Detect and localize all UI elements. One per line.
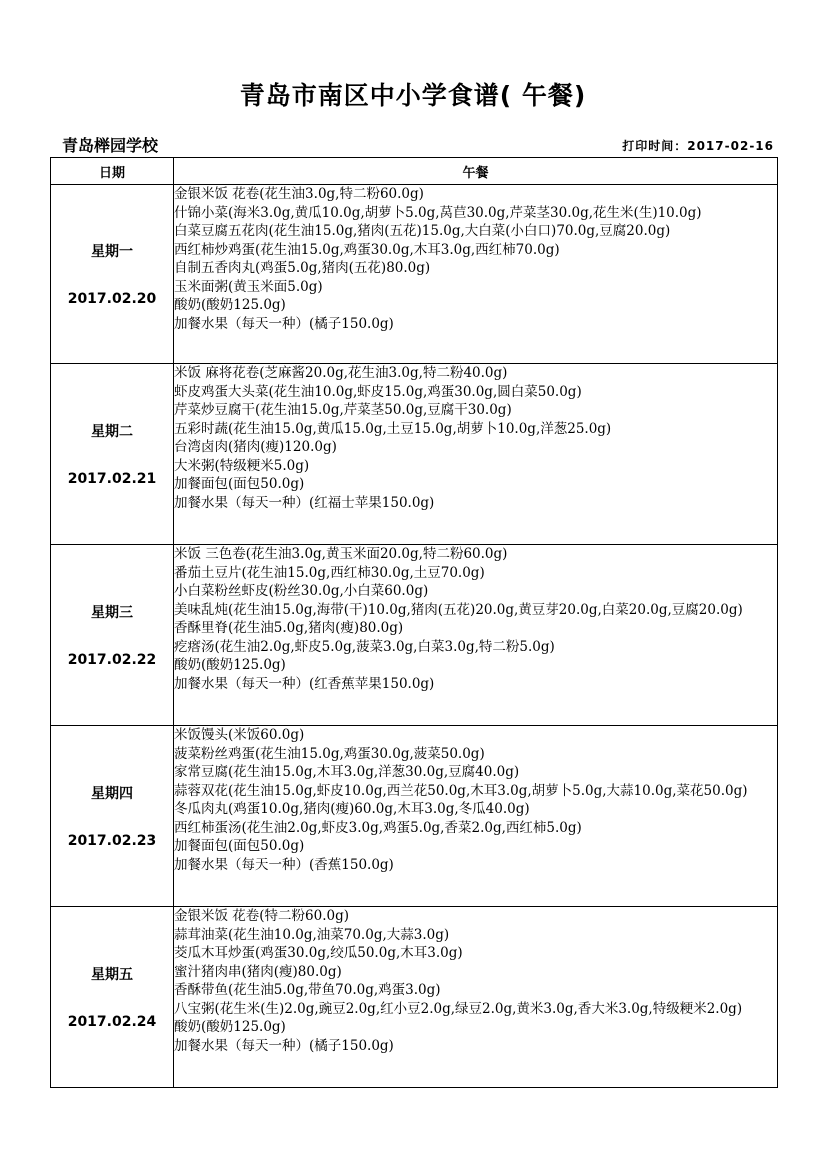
school-name: 青岛榉园学校 (62, 136, 159, 155)
dish-item: 家常豆腐(花生油15.0g,木耳3.0g,洋葱30.0g,豆腐40.0g) (174, 764, 520, 780)
day-row (51, 726, 778, 907)
dish-item: 米饭馒头(米饭60.0g) (174, 727, 305, 743)
dish-item: 西红柿蛋汤(花生油2.0g,虾皮3.0g,鸡蛋5.0g,香菜2.0g,西红柿5.0g) (174, 819, 582, 836)
day-row (51, 185, 778, 364)
dish-item: 八宝粥(花生米(生)2.0g,豌豆2.0g,红小豆2.0g,绿豆2.0g,黄米3.0g,香大米3.0g,特级粳米2.0g) (174, 1000, 743, 1017)
dish-item: 美味乱炖(花生油15.0g,海带(干)10.0g,猪肉(五花)20.0g,黄豆芽20.0g,白菜20.0g,豆腐20.0g) (174, 601, 743, 618)
dish-item: 什锦小菜(海米3.0g,黄瓜10.0g,胡萝卜5.0g,莴苣30.0g,芹菜茎30.0g,花生米(生)10.0g) (174, 204, 702, 221)
dish-item: 自制五香肉丸(鸡蛋5.0g,猪肉(五花)80.0g) (174, 260, 431, 276)
header-row (51, 158, 778, 185)
dishes-cell (174, 545, 778, 726)
dish-item: 酸奶(酸奶125.0g) (174, 657, 286, 673)
weekday-label: 星期四 (91, 786, 133, 802)
dish-item: 酸奶(酸奶125.0g) (174, 1019, 286, 1035)
day-cell (51, 364, 174, 545)
date-label: 2017.02.24 (67, 1014, 157, 1030)
day-cell (51, 726, 174, 907)
dish-item: 加餐水果（每天一种）(红福士苹果150.0g) (174, 494, 435, 511)
weekday-label: 星期二 (91, 424, 133, 440)
dish-item: 酸奶(酸奶125.0g) (174, 297, 286, 313)
dishes-cell (174, 726, 778, 907)
date-label: 2017.02.23 (67, 833, 157, 849)
dish-item: 加餐水果（每天一种）(香蕉150.0g) (174, 856, 394, 873)
dish-item: 加餐面包(面包50.0g) (174, 476, 305, 492)
weekday-label: 星期一 (91, 244, 133, 260)
weekday-label: 星期五 (91, 967, 133, 983)
dish-item: 疙瘩汤(花生油2.0g,虾皮5.0g,菠菜3.0g,白菜3.0g,特二粉5.0g) (174, 638, 555, 655)
day-row (51, 907, 778, 1088)
dish-item: 蒜蓉双花(花生油15.0g,虾皮10.0g,西兰花50.0g,木耳3.0g,胡萝卜5.0g,大蒜10.0g,菜花50.0g) (174, 782, 748, 799)
dish-item: 金银米饭 花卷(花生油3.0g,特二粉60.0g) (174, 186, 424, 202)
dishes-cell (174, 364, 778, 545)
dish-item: 番茄土豆片(花生油15.0g,西红柿30.0g,土豆70.0g) (174, 564, 485, 581)
dish-item: 台湾卤肉(猪肉(瘦)120.0g) (174, 439, 337, 455)
day-row (51, 364, 778, 545)
date-label: 2017.02.20 (67, 291, 157, 307)
dish-item: 虾皮鸡蛋大头菜(花生油10.0g,虾皮15.0g,鸡蛋30.0g,圆白菜50.0g) (174, 383, 582, 400)
page-title: 青岛市南区中小学食谱( 午餐) (239, 81, 587, 110)
weekday-label: 星期三 (91, 605, 133, 621)
day-cell (51, 545, 174, 726)
dish-item: 加餐水果（每天一种）(红香蕉苹果150.0g) (174, 675, 435, 692)
meal-column-header: 午餐 (174, 158, 778, 185)
dish-item: 金银米饭 花卷(特二粉60.0g) (174, 908, 350, 924)
date-label: 2017.02.21 (67, 471, 157, 487)
dish-item: 蒜茸油菜(花生油10.0g,油菜70.0g,大蒜3.0g) (174, 926, 450, 943)
dish-item: 小白菜粉丝虾皮(粉丝30.0g,小白菜60.0g) (174, 583, 429, 599)
day-cell (51, 907, 174, 1088)
dish-item: 西红柿炒鸡蛋(花生油15.0g,鸡蛋30.0g,木耳3.0g,西红柿70.0g) (174, 241, 560, 258)
dish-item: 香酥带鱼(花生油5.0g,带鱼70.0g,鸡蛋3.0g) (174, 982, 441, 998)
day-row (51, 545, 778, 726)
dish-item: 白菜豆腐五花肉(花生油15.0g,猪肉(五花)15.0g,大白菜(小白口)70.0g,豆腐20.0g) (174, 223, 671, 239)
dish-item: 大米粥(特级粳米5.0g) (174, 457, 310, 474)
dish-item: 加餐水果（每天一种）(橘子150.0g) (174, 315, 394, 332)
dish-item: 米饭 三色卷(花生油3.0g,黄玉米面20.0g,特二粉60.0g) (174, 546, 508, 562)
menu-table (50, 157, 778, 1088)
dish-item: 菠菜粉丝鸡蛋(花生油15.0g,鸡蛋30.0g,菠菜50.0g) (174, 745, 485, 762)
dish-item: 米饭 麻将花卷(芝麻酱20.0g,花生油3.0g,特二粉40.0g) (174, 365, 508, 381)
dish-item: 加餐水果（每天一种）(橘子150.0g) (174, 1037, 394, 1054)
dish-item: 五彩时蔬(花生油15.0g,黄瓜15.0g,土豆15.0g,胡萝卜10.0g,洋葱25.0g) (174, 420, 612, 437)
day-cell (51, 185, 174, 364)
menu-body (51, 185, 778, 1088)
date-column-header: 日期 (51, 158, 174, 185)
date-label: 2017.02.22 (67, 652, 157, 668)
dish-item: 茭瓜木耳炒蛋(鸡蛋30.0g,绞瓜50.0g,木耳3.0g) (174, 945, 463, 961)
dishes-cell (174, 185, 778, 364)
dish-item: 芹菜炒豆腐干(花生油15.0g,芹菜茎50.0g,豆腐干30.0g) (174, 402, 512, 418)
dishes-cell (174, 907, 778, 1088)
dish-item: 蜜汁猪肉串(猪肉(瘦)80.0g) (174, 963, 342, 980)
print-time: 打印时间：2017-02-16 (622, 139, 774, 153)
dish-item: 冬瓜肉丸(鸡蛋10.0g,猪肉(瘦)60.0g,木耳3.0g,冬瓜40.0g) (174, 801, 530, 817)
dish-item: 玉米面粥(黄玉米面5.0g) (174, 278, 323, 295)
dish-item: 香酥里脊(花生油5.0g,猪肉(瘦)80.0g) (174, 620, 404, 636)
dish-item: 加餐面包(面包50.0g) (174, 838, 305, 854)
